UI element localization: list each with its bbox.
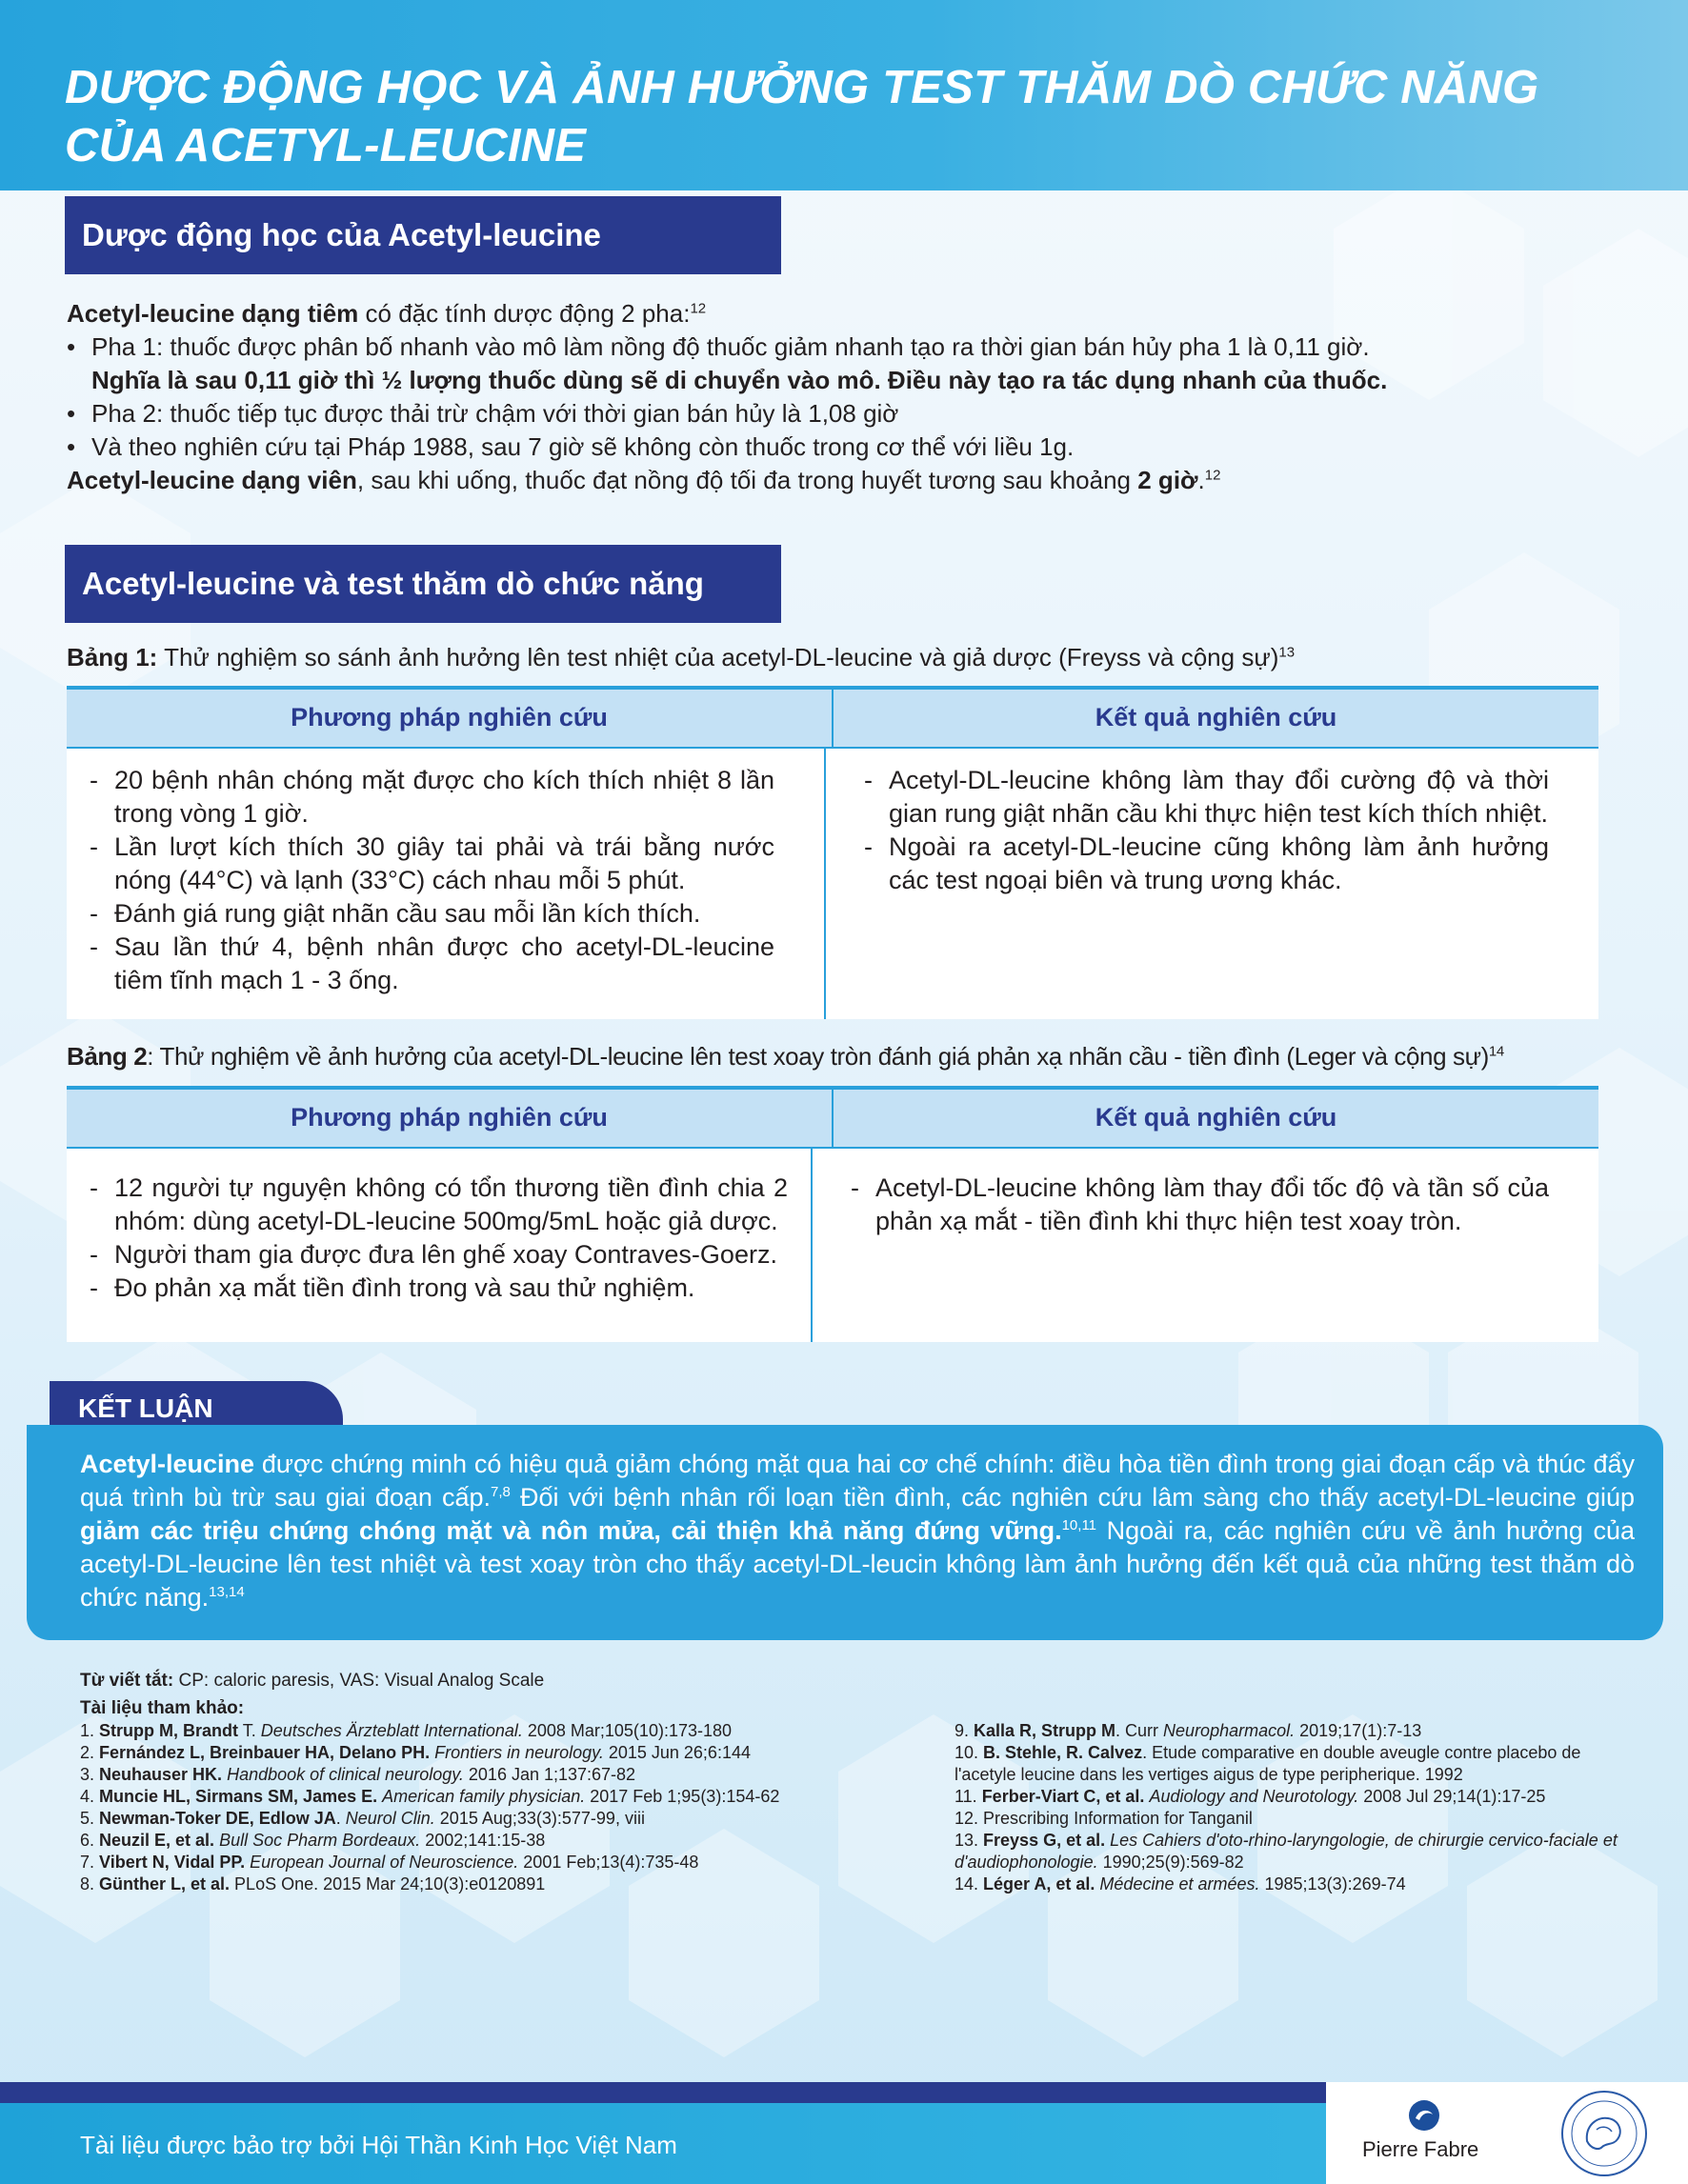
reference-number: 13. xyxy=(955,1831,984,1850)
reference-text: . Curr xyxy=(1115,1721,1164,1740)
conclusion-drug-name: Acetyl-leucine xyxy=(80,1450,255,1478)
page-title: DƯỢC ĐỘNG HỌC VÀ ẢNH HƯỞNG TEST THĂM DÒ CHỨC NĂNG CỦA ACETYL-LEUCINE xyxy=(65,62,1539,171)
reference-details: 2008 Jul 29;14(1):17-25 xyxy=(1358,1787,1546,1806)
oral-label: Acetyl-leucine dạng viên xyxy=(67,466,357,494)
table1-caption-text: Thử nghiệm so sánh ảnh hưởng lên test nhiệt của acetyl-DL-leucine và giả dược (Freyss và cộng sự) xyxy=(157,643,1279,671)
reference-superscript: 13,14 xyxy=(209,1584,245,1600)
table2 xyxy=(67,1086,1598,1342)
reference-details: PLoS One. 2015 Mar 24;10(3):e0120891 xyxy=(234,1874,546,1893)
reference-number: 6. xyxy=(80,1831,100,1850)
reference-number: 14. xyxy=(955,1874,984,1893)
abbreviations-text: CP: caloric paresis, VAS: Visual Analog Scale xyxy=(173,1671,545,1691)
reference-item xyxy=(80,1786,937,1808)
reference-details: Prescribing Information for Tanganil xyxy=(983,1809,1253,1828)
reference-number: 2. xyxy=(80,1743,100,1762)
oral-period: . xyxy=(1197,466,1205,494)
references-left-column xyxy=(80,1720,937,1895)
reference-authors: Ferber-Viart C, et al. xyxy=(981,1787,1145,1806)
reference-authors: Freyss G, et al. xyxy=(983,1831,1106,1850)
conclusion-text: Đối với bệnh nhân rối loạn tiền đình, các nghiên cứu lâm sàng cho thấy acetyl-DL-leucine giúp xyxy=(510,1483,1635,1512)
list-item: - Acetyl-DL-leucine không làm thay đổi tốc độ và tần số của phản xạ mắt - tiền đình khi thực hiện test xoay tròn. xyxy=(851,1173,1549,1235)
reference-details: 2019;17(1):7-13 xyxy=(1295,1721,1422,1740)
reference-details: 2008 Mar;105(10):173-180 xyxy=(522,1721,733,1740)
reference-item xyxy=(80,1852,937,1873)
list-item: • Và theo nghiên cứu tại Pháp 1988, sau 7 giờ sẽ không còn thuốc trong cơ thể với liều 1g. xyxy=(67,432,1075,461)
reference-number: 12. xyxy=(955,1809,984,1828)
reference-authors: Kalla R, Strupp M xyxy=(974,1721,1116,1740)
list-item: - Đánh giá rung giật nhãn cầu sau mỗi lần kích thích. xyxy=(90,899,701,928)
reference-details: 2015 Jun 26;6:144 xyxy=(603,1743,751,1762)
table1-label: Bảng 1: xyxy=(67,643,158,671)
reference-number: 9. xyxy=(955,1721,975,1740)
result-text: Acetyl-DL-leucine không làm thay đổi cường độ và thời gian rung giật nhãn cầu khi thực hiện test kích thích nhiệt. xyxy=(889,766,1549,828)
reference-item xyxy=(955,1742,1640,1786)
table1-methods-cell xyxy=(67,749,824,1019)
method-text: Người tham gia được đưa lên ghế xoay Contraves-Goerz. xyxy=(114,1240,777,1269)
injection-intro-text: có đặc tính dược động 2 pha: xyxy=(358,299,691,328)
conclusion-emphasis: giảm các triệu chứng chóng mặt và nôn mửa, cải thiện khả năng đứng vững. xyxy=(80,1516,1062,1545)
reference-authors: Neuzil E, et al. xyxy=(99,1831,215,1850)
method-text: 12 người tự nguyện không có tổn thương tiền đình chia 2 nhóm: dùng acetyl-DL-leucine 500mg/5mL hoặc giả dược. xyxy=(114,1173,788,1235)
reference-details: 2002;141:15-38 xyxy=(420,1831,546,1850)
list-item: - Acetyl-DL-leucine không làm thay đổi cường độ và thời gian rung giật nhãn cầu khi thực hiện test kích thích nhiệt. xyxy=(864,766,1549,828)
injection-intro xyxy=(67,297,1591,331)
reference-journal: Neurol Clin. xyxy=(345,1809,435,1828)
conclusion-text: Ngoài ra, các nghiên cứu về ảnh hưởng của acetyl-DL-leucine lên test nhiệt và test xoay tròn cho thấy acetyl-DL-leucin không làm ảnh hưởng đến kết quả của những test thăm dò chức năng. xyxy=(80,1516,1635,1612)
table1-caption xyxy=(67,641,1667,673)
reference-authors: Newman-Toker DE, Edlow JA xyxy=(99,1809,336,1828)
phase1-emphasis: Nghĩa là sau 0,11 giờ thì ½ lượng thuốc dùng sẽ di chuyển vào mô. Điều này tạo ra tác dụng nhanh của thuốc. xyxy=(91,366,1388,394)
pierre-fabre-logo-icon xyxy=(1408,2099,1440,2132)
reference-number: 10. xyxy=(955,1743,984,1762)
oral-text: , sau khi uống, thuốc đạt nồng độ tối đa trong huyết tương sau khoảng xyxy=(356,466,1138,494)
table2-results-cell xyxy=(811,1149,1598,1342)
reference-journal: American family physician. xyxy=(382,1787,586,1806)
section-heading-pharmacokinetics: Dược động học của Acetyl-leucine xyxy=(65,196,781,274)
table1-results-cell xyxy=(824,749,1598,1019)
reference-text: . xyxy=(335,1809,346,1828)
reference-journal: Neuropharmacol. xyxy=(1163,1721,1296,1740)
phase2-text: Pha 2: thuốc tiếp tục được thải trừ chậm với thời gian bán hủy là 1,08 giờ xyxy=(91,399,899,428)
list-item: - Ngoài ra acetyl-DL-leucine cũng không làm ảnh hưởng các test ngoại biên và trung ương khác. xyxy=(864,832,1549,894)
result-text: Acetyl-DL-leucine không làm thay đổi tốc độ và tần số của phản xạ mắt - tiền đình khi thực hiện test xoay tròn. xyxy=(875,1173,1549,1235)
reference-authors: Neuhauser HK. xyxy=(99,1765,223,1784)
column-header-methods: Phương pháp nghiên cứu xyxy=(291,703,608,731)
reference-superscript: 12 xyxy=(1204,467,1221,484)
reference-journal: Médecine et armées. xyxy=(1099,1874,1260,1893)
reference-item xyxy=(80,1830,937,1852)
reference-superscript: 14 xyxy=(1488,1043,1504,1060)
list-item: - Lần lượt kích thích 30 giây tai phải và trái bằng nước nóng (44°C) và lạnh (33°C) cách nhau mỗi 5 phút. xyxy=(90,832,774,894)
reference-journal: Audiology and Neurotology. xyxy=(1149,1787,1359,1806)
reference-journal: Frontiers in neurology. xyxy=(434,1743,604,1762)
table2-body xyxy=(67,1149,1598,1342)
reference-number: 3. xyxy=(80,1765,100,1784)
table2-header xyxy=(67,1086,1598,1149)
reference-text: T. xyxy=(238,1721,261,1740)
table2-label: Bảng 2 xyxy=(67,1042,148,1071)
method-text: 20 bệnh nhân chóng mặt được cho kích thích nhiệt 8 lần trong vòng 1 giờ. xyxy=(114,766,774,828)
oral-time: 2 giờ xyxy=(1137,466,1198,494)
method-text: Sau lần thứ 4, bệnh nhân được cho acetyl-DL-leucine tiêm tĩnh mạch 1 - 3 ống. xyxy=(114,932,774,994)
reference-authors: Fernández L, Breinbauer HA, Delano PH. xyxy=(99,1743,431,1762)
conclusion-text: được chứng minh có hiệu quả giảm chóng mặt qua hai cơ chế chính: điều hòa tiền đình trong giai đoạn cấp và thúc đẩy quá trình bù trừ sau giai đoạn cấp. xyxy=(80,1450,1635,1512)
reference-item xyxy=(80,1764,937,1786)
list-item: - Đo phản xạ mắt tiền đình trong và sau thử nghiệm. xyxy=(90,1273,695,1302)
reference-authors: Léger A, et al. xyxy=(983,1874,1095,1893)
list-item: • Pha 2: thuốc tiếp tục được thải trừ chậm với thời gian bán hủy là 1,08 giờ xyxy=(67,399,899,428)
reference-number: 7. xyxy=(80,1853,100,1872)
reference-journal: Bull Soc Pharm Bordeaux. xyxy=(219,1831,421,1850)
pierre-fabre-logo-text: Pierre Fabre xyxy=(1362,2137,1479,2161)
conclusion-label: KẾT LUẬN xyxy=(50,1381,343,1436)
list-item: - Người tham gia được đưa lên ghế xoay Contraves-Goerz. xyxy=(90,1240,777,1269)
vietnam-neurology-association-seal-icon xyxy=(1558,2088,1650,2179)
table2-caption-text: : Thử nghiệm về ảnh hưởng của acetyl-DL-leucine lên test xoay tròn đánh giá phản xạ nhãn cầu - tiền đình (Leger và cộng sự) xyxy=(147,1042,1489,1071)
method-text: Đo phản xạ mắt tiền đình trong và sau thử nghiệm. xyxy=(114,1273,695,1302)
list-item: - 20 bệnh nhân chóng mặt được cho kích thích nhiệt 8 lần trong vòng 1 giờ. xyxy=(90,766,774,828)
reference-item xyxy=(80,1808,937,1830)
injection-label: Acetyl-leucine dạng tiêm xyxy=(67,299,359,328)
reference-item xyxy=(955,1873,1640,1895)
reference-number: 1. xyxy=(80,1721,100,1740)
reference-item xyxy=(80,1720,937,1742)
reference-details: 1985;13(3):269-74 xyxy=(1259,1874,1406,1893)
abbreviations xyxy=(80,1669,544,1693)
list-item: - 12 người tự nguyện không có tổn thương tiền đình chia 2 nhóm: dùng acetyl-DL-leucine 500mg/5mL hoặc giả dược. xyxy=(90,1173,788,1235)
references-right-column xyxy=(955,1720,1640,1895)
oral-paragraph xyxy=(67,464,1591,497)
table1-body xyxy=(67,749,1598,1019)
phase1-text: Pha 1: thuốc được phân bố nhanh vào mô làm nồng độ thuốc giảm nhanh tạo ra thời gian bán hủy pha 1 là 0,11 giờ. xyxy=(91,332,1370,361)
method-text: Đánh giá rung giật nhãn cầu sau mỗi lần kích thích. xyxy=(114,899,701,928)
reference-superscript: 13 xyxy=(1278,644,1296,661)
reference-authors: Muncie HL, Sirmans SM, James E. xyxy=(99,1787,378,1806)
reference-details: 2015 Aug;33(3):577-99, viii xyxy=(434,1809,645,1828)
pharmacokinetics-text xyxy=(67,297,1591,497)
phase-list xyxy=(67,331,1591,464)
list-item: - Sau lần thứ 4, bệnh nhân được cho acetyl-DL-leucine tiêm tĩnh mạch 1 - 3 ống. xyxy=(90,932,774,994)
section-heading-function-tests: Acetyl-leucine và test thăm dò chức năng xyxy=(65,545,781,623)
reference-details: 2017 Feb 1;95(3):154-62 xyxy=(585,1787,780,1806)
reference-details: Etude comparative en double aveugle contre placebo de l'acetyle leucine dans les vertiges aigus de type peripherique. 1992 xyxy=(955,1743,1581,1784)
logo-area xyxy=(1326,2082,1688,2184)
france-study-text: Và theo nghiên cứu tại Pháp 1988, sau 7 giờ sẽ không còn thuốc trong cơ thể với liều 1g. xyxy=(91,432,1075,461)
reference-journal: European Journal of Neuroscience. xyxy=(250,1853,519,1872)
reference-superscript: 12 xyxy=(690,300,707,317)
reference-item xyxy=(80,1873,937,1895)
reference-item xyxy=(955,1808,1640,1830)
reference-authors: Günther L, et al. xyxy=(99,1874,231,1893)
result-text: Ngoài ra acetyl-DL-leucine cũng không làm ảnh hưởng các test ngoại biên và trung ương khác. xyxy=(889,832,1549,894)
reference-authors: B. Stehle, R. Calvez xyxy=(983,1743,1143,1762)
reference-number: 11. xyxy=(955,1787,982,1806)
conclusion-box xyxy=(27,1425,1663,1640)
reference-text: . xyxy=(1142,1743,1153,1762)
reference-number: 5. xyxy=(80,1809,100,1828)
reference-authors: Strupp M, Brandt xyxy=(99,1721,239,1740)
reference-item xyxy=(955,1720,1640,1742)
column-header-results: Kết quả nghiên cứu xyxy=(832,1090,1598,1147)
reference-details: 2001 Feb;13(4):735-48 xyxy=(518,1853,699,1872)
column-header-results: Kết quả nghiên cứu xyxy=(832,690,1598,747)
references-title: Tài liệu tham khảo: xyxy=(80,1698,245,1718)
table2-caption xyxy=(67,1040,1667,1072)
reference-number: 8. xyxy=(80,1874,100,1893)
reference-number: 4. xyxy=(80,1787,100,1806)
reference-authors: Vibert N, Vidal PP. xyxy=(99,1853,246,1872)
abbreviations-label: Từ viết tắt: xyxy=(80,1671,174,1691)
reference-item xyxy=(80,1742,937,1764)
reference-details: 1990;25(9):569-82 xyxy=(1097,1853,1244,1872)
table1 xyxy=(67,686,1598,1019)
table2-methods-cell xyxy=(67,1149,811,1342)
reference-item xyxy=(955,1786,1640,1808)
footer-sponsor-text: Tài liệu được bảo trợ bởi Hội Thần Kinh Học Việt Nam xyxy=(80,2131,677,2159)
reference-journal: Handbook of clinical neurology. xyxy=(227,1765,464,1784)
reference-journal: Les Cahiers d'oto-rhino-laryngologie, de chirurgie cervico-faciale et d'audiophonologie. xyxy=(955,1831,1618,1872)
reference-superscript: 7,8 xyxy=(491,1484,511,1500)
reference-item xyxy=(955,1830,1640,1873)
list-item: • Pha 1: thuốc được phân bố nhanh vào mô làm nồng độ thuốc giảm nhanh tạo ra thời gian bán hủy pha 1 là 0,11 giờ. Nghĩa là sau 0,11 giờ thì ½ lượng thuốc dùng sẽ di chuyển vào mô. Điều này tạo ra tác dụng nhanh của thuốc. xyxy=(67,332,1388,394)
column-header-methods: Phương pháp nghiên cứu xyxy=(291,1103,608,1132)
table1-header xyxy=(67,686,1598,749)
method-text: Lần lượt kích thích 30 giây tai phải và trái bằng nước nóng (44°C) và lạnh (33°C) cách nhau mỗi 5 phút. xyxy=(114,832,774,894)
reference-details: 2016 Jan 1;137:67-82 xyxy=(463,1765,636,1784)
reference-superscript: 10,11 xyxy=(1061,1517,1097,1533)
reference-journal: Deutsches Ärzteblatt International. xyxy=(260,1721,523,1740)
